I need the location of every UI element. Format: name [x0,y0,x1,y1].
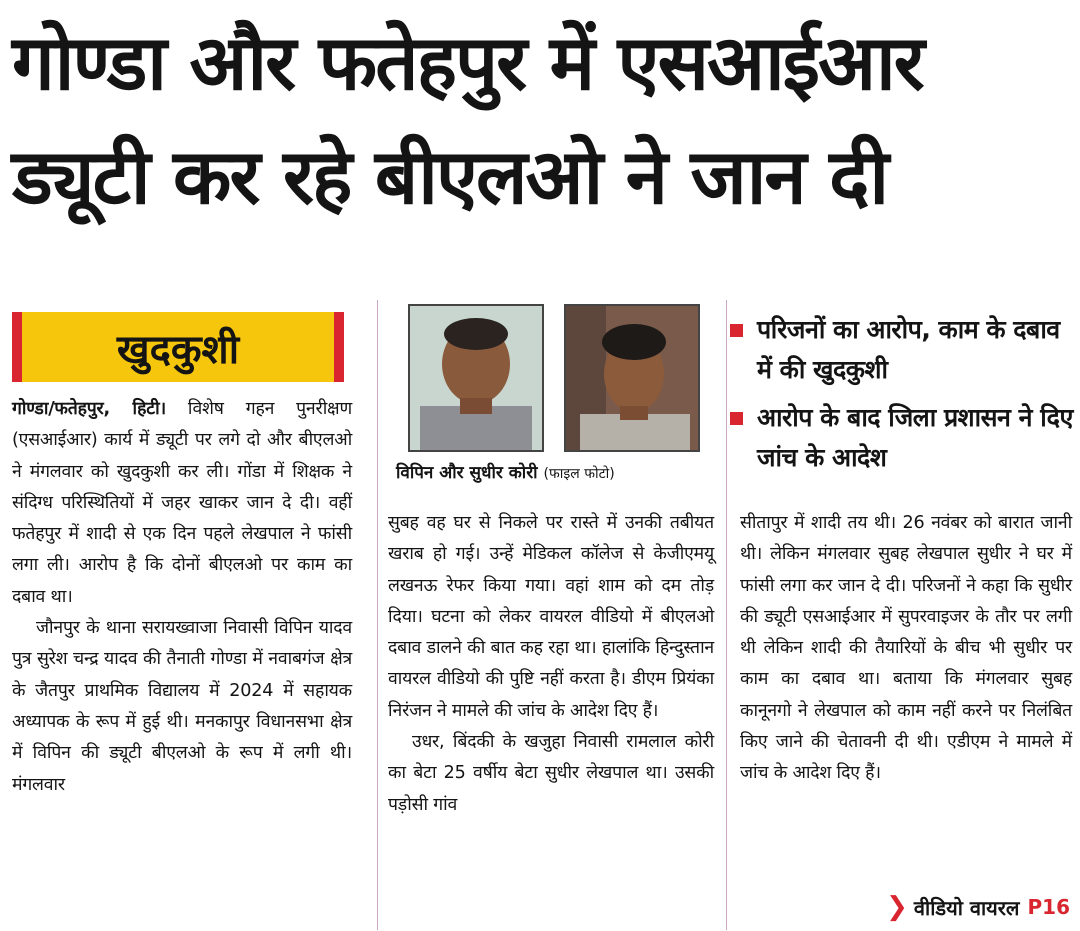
section-tag-label: खुदकुशी [116,326,240,373]
tag-left-cap [12,312,22,382]
col2-paragraph-2: उधर, बिंदकी के खजुहा निवासी रामलाल कोरी का बेटा 25 वर्षीय बेटा सुधीर लेखपाल था। उसकी पड़ोसी गांव [388,732,714,815]
tag-right-cap [334,312,344,382]
section-tag [12,312,344,382]
col1-paragraph-2: जौनपुर के थाना सरायख्वाजा निवासी विपिन यादव पुत्र सुरेश चन्द्र यादव की तैनाती गोण्डा में नवाबगंज क्षेत्र के जैतपुर प्राथमिक विद्यालय में 2024 में सहायक अध्यापक के रूप में हुई थी। मनकापुर विधानसभा क्षेत्र में विपिन की ड्यूटी बीएलओ के रूप में लगी थी। मंगलवार [12,618,352,795]
headline-line-2: ड्यूटी कर रहे बीएलओ ने जान दी [12,132,888,221]
bullet-text: परिजनों का आरोप, काम के दबाव में की खुदकुशी [757,315,1060,384]
photo-vipin-image [410,306,542,450]
photo-caption [396,460,726,483]
photo-sudhir [564,304,700,452]
continued-page: P16 [1027,895,1070,919]
article-column-2 [388,508,714,821]
photo-vipin [408,304,544,452]
col3-paragraph-1: सीतापुर में शादी तय थी। 26 नवंबर को बारात जानी थी। लेकिन मंगलवार सुबह लेखपाल सुधीर ने घर में फांसी लगा कर जान दे दी। परिजनों ने कहा कि सुधीर की ड्यूटी एसआईआर में सुपरवाइजर के तौर पर लगी थी लेकिन शादी की तैयारियों के बीच भी सुधीर पर काम का दबाव था। बताया कि मंगलवार सुबह कानूनगो ने लेखपाल को काम नहीं करने पर निलंबित किए जाने की चेतावनी दी थी। एडीएम ने मामले में जांच के आदेश दिए हैं। [740,513,1072,784]
highlight-bullets [730,310,1075,486]
bullet-item [730,310,1075,390]
photo-caption-names: विपिन और सुधीर कोरी [396,463,538,483]
headline [12,6,1072,234]
bullet-item [730,398,1075,478]
column-divider-1 [377,300,378,930]
bullet-square-icon [730,324,743,337]
col2-paragraph-1: सुबह वह घर से निकले पर रास्ते में उनकी तबीयत खराब हो गई। उन्हें मेडिकल कॉलेज से केजीएमयू लखनऊ रेफर किया गया। वहां शाम को दम तोड़ दिया। घटना को लेकर वायरल वीडियो में बीएलओ दबाव डालने की बात कह रहा था। हालांकि हिन्दुस्तान वायरल वीडियो की पुष्टि नहीं करता है। डीएम प्रियंका निरंजन ने मामले की जांच के आदेश दिए हैं। [388,513,714,721]
photo-caption-note: (फाइल फोटो) [543,466,615,482]
column-divider-2 [726,300,727,930]
col1-paragraph-1 [12,394,352,613]
continued-link[interactable] [886,892,1070,922]
article-column-1 [12,394,352,801]
col1-paragraph-1-text: विशेष गहन पुनरीक्षण (एसआईआर) कार्य में ड्यूटी पर लगे दो और बीएलओ ने मंगलवार को खुदकुशी कर ली। गोंडा में शिक्षक ने संदिग्ध परिस्थितियों में जहर खाकर जान दे दी। वहीं फतेहपुर में शादी से एक दिन पहले लेखपाल ने फांसी लगा ली। आरोप है कि दोनों बीएलओ पर काम का दबाव था। [12,399,352,607]
chevron-right-icon: ❯ [886,892,908,922]
dateline: गोण्डा/फतेहपुर, हिटी। [12,399,166,419]
continued-label: वीडियो वायरल [913,895,1020,920]
photo-sudhir-image [566,306,698,450]
bullet-text: आरोप के बाद जिला प्रशासन ने दिए जांच के आदेश [757,403,1073,472]
headline-line-1: गोण्डा और फतेहपुर में एसआईआर [12,18,923,107]
article-column-3 [740,508,1072,790]
bullet-square-icon [730,412,743,425]
